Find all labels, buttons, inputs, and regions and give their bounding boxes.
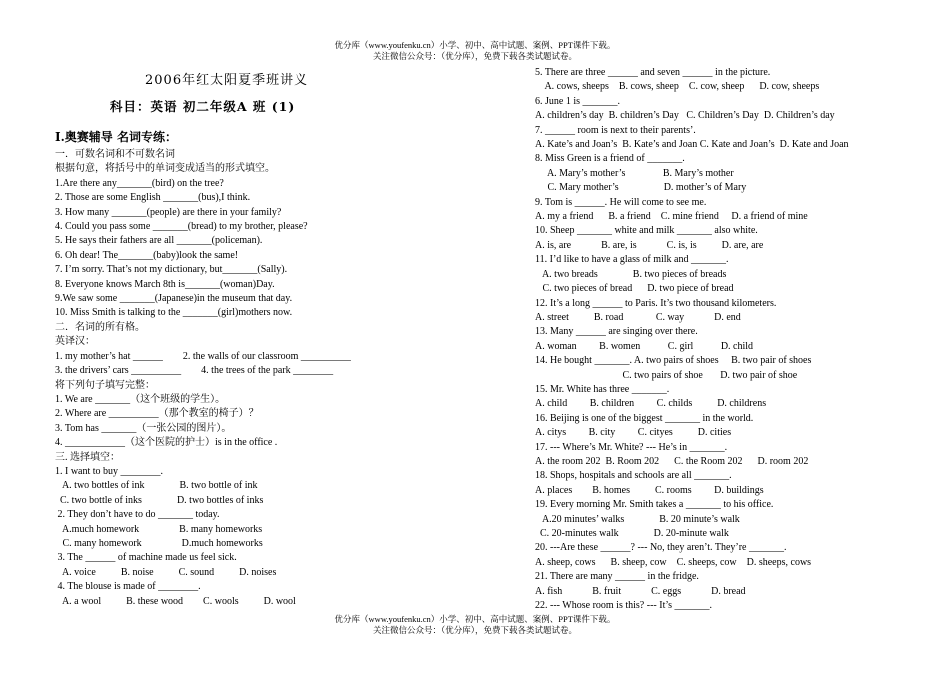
text-line: 6. Oh dear! The_______(baby)look the same! [55, 249, 239, 261]
text-line: 14. He bought _______. A. two pairs of shoes B. two pair of shoes [535, 355, 812, 367]
footer-line-2: 关注微信公众号：（优分库），免费下载各类试题试卷。 [372, 625, 577, 635]
text-line: 15. Mr. White has three _______. [535, 383, 670, 395]
text-line: 3. Tom has _______（一张公园的图片）。 [55, 422, 232, 434]
text-line: 英译汉： [55, 336, 95, 348]
header-line-1: 优分库（www.youfenku.cn）小学、初中、高中试题、案例、PPT课件下载。 [334, 40, 616, 50]
left-column [55, 148, 475, 609]
text-line: 18. Shops, hospitals and schools are all _______. [535, 470, 732, 482]
text-line: C. 20-minutes walk D. 20-minute walk [535, 528, 729, 539]
text-line: A. Mary’s mother’s B. Mary’s mother [535, 167, 734, 179]
text-line: C. two pairs of shoe D. two pair of shoe [535, 369, 798, 381]
text-line: C. Mary mother’s D. mother’s of Mary [535, 182, 747, 194]
text-line: 20. ---Are these ______? --- No, they aren’t. They’re _______. [535, 542, 787, 554]
text-line: 7. I’m sorry. That’s not my dictionary, but_______(Sally). [55, 264, 288, 276]
text-line: 二．名词的所有格。 [55, 321, 145, 333]
text-line: A. street B. road C. way D. end [535, 311, 741, 323]
text-line: 21. There are many ______ in the fridge. [535, 571, 699, 583]
text-line: 1. We are _______（这个班级的学生）。 [55, 393, 226, 405]
text-line: A. fish B. fruit C. eggs D. bread [535, 585, 746, 597]
text-line: A.20 minutes’ walks B. 20 minute’s walk [535, 513, 740, 525]
text-line: C. two bottle of inks D. two bottles of inks [55, 494, 264, 506]
right-column [535, 66, 935, 613]
text-line: A. the room 202 B. Room 202 C. the Room 202 D. room 202 [535, 455, 809, 467]
text-line: 1. my mother’s hat ______ 2. the walls of our classroom __________ [55, 350, 351, 362]
text-line: A. children’s day B. children’s Day C. Children’s Day D. Children’s day [535, 110, 835, 122]
text-line: A. woman B. women C. girl D. child [535, 340, 754, 352]
doc-subject: 科目：英语 初二年级A 班 (1) [110, 99, 296, 114]
text-line: 三. 选择填空： [55, 451, 120, 463]
text-line: A.much homework B. many homeworks [55, 523, 263, 535]
text-line: 根据句意，将括号中的单词变成适当的形式填空。 [55, 163, 275, 175]
text-line: 3. How many _______(people) are there in your family? [55, 206, 282, 218]
text-line: 5. He says their fathers are all _______(policeman). [55, 235, 263, 247]
text-line: 16. Beijing is one of the biggest _______ in the world. [535, 412, 754, 424]
text-line: 一．可数名词和不可数名词 [55, 149, 175, 160]
doc-title: 2006年红太阳夏季班讲义 [145, 73, 309, 88]
section-heading: I.奥赛辅导 名词专练： [55, 130, 177, 144]
text-line: A. voice B. noise C. sound D. noises [55, 566, 277, 578]
text-line: 17. --- Where’s Mr. White? --- He’s in _______. [535, 441, 728, 453]
text-line: 4. Could you pass some _______(bread) to my brother, please? [55, 221, 308, 233]
text-line: A. two bottles of ink B. two bottle of ink [55, 480, 258, 492]
text-line: 11. I’d like to have a glass of milk and _______. [535, 254, 729, 266]
text-line: C. two pieces of bread D. two piece of bread [535, 283, 734, 295]
text-line: 7. ______ room is next to their parents’. [535, 124, 696, 136]
text-line: 19. Every morning Mr. Smith takes a _______ to his office. [535, 499, 774, 511]
text-line: 8. Everyone knows March 8th is_______(woman)Day. [55, 278, 275, 290]
text-line: A. is, are B. are, is C. is, is D. are, are [535, 239, 764, 251]
text-line: 2. They don’t have to do _______ today. [55, 509, 220, 521]
text-line: 9. Tom is ______. He will come to see me. [535, 196, 707, 208]
text-line: 12. It’s a long ______ to Paris. It’s two thousand kilometers. [535, 297, 777, 309]
text-line: A. my a friend B. a friend C. mine friend D. a friend of mine [535, 211, 808, 223]
text-line: 9.We saw some _______(Japanese)in the museum that day. [55, 293, 293, 305]
text-line: 4. The blouse is made of ________. [55, 581, 201, 593]
text-line: A. places B. homes C. rooms D. buildings [535, 484, 764, 496]
text-line: A. two breads B. two pieces of breads [535, 268, 727, 280]
text-line: A. child B. children C. childs D. childrens [535, 398, 767, 410]
text-line: 将下列句子填写完整： [55, 379, 155, 391]
text-line: A. a wool B. these wood C. wools D. wool [55, 595, 296, 607]
text-line: 5. There are three ______ and seven ______ in the picture. [535, 67, 771, 78]
text-line: 2. Those are some English _______(bus),I think. [55, 192, 251, 204]
page-header [0, 40, 950, 62]
text-line: 3. The ______ of machine made us feel sick. [55, 552, 237, 564]
text-line: 22. --- Whose room is this? --- It’s _______. [535, 600, 713, 612]
text-line: 13. Many ______ are singing over there. [535, 326, 698, 338]
text-line: 10. Miss Smith is talking to the _______(girl)mothers now. [55, 307, 293, 319]
text-line: 6. June 1 is _______. [535, 95, 620, 107]
text-line: 1. I want to buy ________. [55, 465, 164, 477]
footer-line-1: 优分库（www.youfenku.cn）小学、初中、高中试题、案例、PPT课件下载。 [334, 614, 616, 624]
text-line: A. Kate’s and Joan’s B. Kate’s and Joan C. Kate and Joan’s D. Kate and Joan [535, 139, 849, 151]
text-line: 3. the drivers’ cars __________ 4. the trees of the park ________ [55, 365, 334, 377]
text-line: A. sheep, cows B. sheep, cow C. sheeps, cow D. sheeps, cows [535, 556, 812, 568]
text-line: 10. Sheep _______ white and milk _______ also white. [535, 225, 758, 237]
text-line: 4. ____________（这个医院的护士）is in the office . [55, 437, 278, 449]
text-line: A. citys B. city C. cityes D. cities [535, 427, 732, 439]
text-line: 2. Where are __________（那个教室的椅子）？ [55, 408, 259, 420]
header-line-2: 关注微信公众号：（优分库），免费下载各类试题试卷。 [372, 51, 577, 61]
page-footer [0, 614, 950, 636]
text-line: 1.Are there any_______(bird) on the tree? [55, 177, 224, 189]
text-line: C. many homework D.much homeworks [55, 537, 263, 549]
text-line: 8. Miss Green is a friend of _______. [535, 153, 685, 165]
text-line: A. cows, sheeps B. cows, sheep C. cow, sheep D. cow, sheeps [535, 81, 820, 93]
